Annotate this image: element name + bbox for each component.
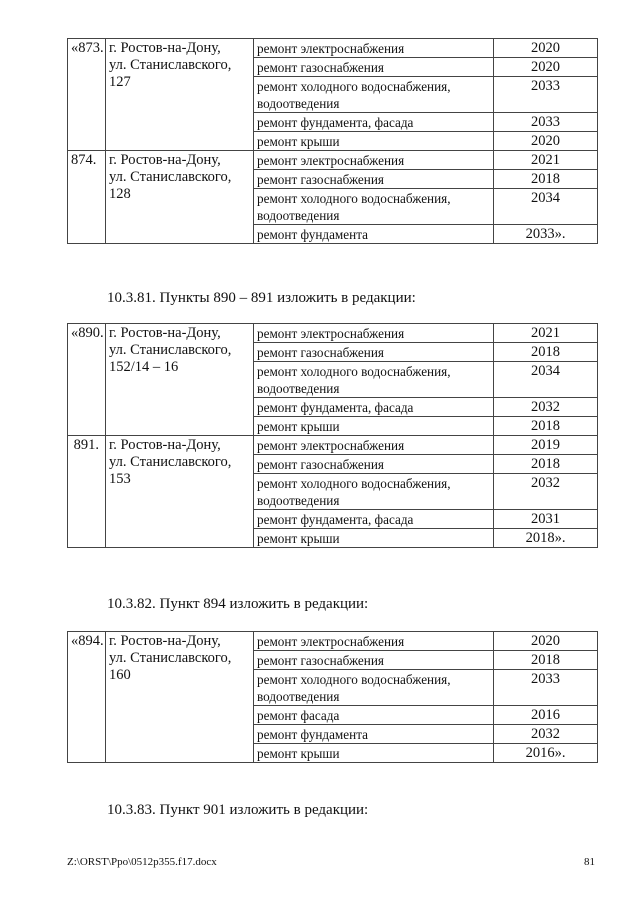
address-line: 160 [109,667,131,683]
work-type: ремонт газоснабжения [254,651,494,670]
work-year: 2020 [494,58,598,77]
work-year: 2018». [494,529,598,548]
work-type: ремонт холодного водоснабжения, водоотведения [254,474,494,510]
table-row [68,436,598,455]
work-year: 2020 [494,39,598,58]
entry-address [106,324,254,436]
paragraph-10-3-82: 10.3.82. Пункт 894 изложить в редакции: [107,596,369,612]
entry-address [106,151,254,244]
work-type: ремонт фасада [254,706,494,725]
work-year: 2033 [494,77,598,113]
work-type: ремонт газоснабжения [254,170,494,189]
amendment-table-2 [67,323,598,548]
work-type: ремонт газоснабжения [254,343,494,362]
work-type: ремонт электроснабжения [254,436,494,455]
work-year: 2032 [494,398,598,417]
address-line: 128 [109,186,131,202]
entry-number: «890. [68,324,106,436]
work-year: 2021 [494,151,598,170]
address-line: ул. Станиславского, [109,57,232,73]
work-year: 2018 [494,343,598,362]
amendment-table-3 [67,631,598,763]
footer-file-path: Z:\ORST\Ppo\0512p355.f17.docx [67,856,217,868]
work-year: 2019 [494,436,598,455]
work-year: 2033». [494,225,598,244]
work-year: 2033 [494,113,598,132]
work-type: ремонт электроснабжения [254,632,494,651]
work-type: ремонт холодного водоснабжения, водоотведения [254,189,494,225]
work-year: 2018 [494,417,598,436]
amendment-table-1 [67,38,598,244]
entry-number: 891. [68,436,106,548]
address-line: ул. Станиславского, [109,650,232,666]
work-type: ремонт крыши [254,417,494,436]
entry-number: 874. [68,151,106,244]
work-year: 2031 [494,510,598,529]
address-line: ул. Станиславского, [109,454,232,470]
entry-number: «873. [68,39,106,151]
work-year: 2032 [494,474,598,510]
work-type: ремонт фундамента, фасада [254,113,494,132]
work-year: 2020 [494,132,598,151]
work-year: 2032 [494,725,598,744]
work-type: ремонт электроснабжения [254,324,494,343]
work-year: 2033 [494,670,598,706]
table-row [68,632,598,651]
work-year: 2018 [494,170,598,189]
work-type: ремонт крыши [254,529,494,548]
entry-address [106,632,254,763]
work-year: 2016 [494,706,598,725]
address-line: ул. Станиславского, [109,342,232,358]
paragraph-10-3-83: 10.3.83. Пункт 901 изложить в редакции: [107,802,369,818]
paragraph-10-3-81: 10.3.81. Пункты 890 – 891 изложить в редакции: [107,290,416,306]
address-line: г. Ростов-на-Дону, [109,437,221,453]
work-type: ремонт фундамента [254,725,494,744]
entry-number: «894. [68,632,106,763]
work-type: ремонт газоснабжения [254,58,494,77]
address-line: г. Ростов-на-Дону, [109,40,221,56]
address-line: 152/14 – 16 [109,359,179,375]
work-type: ремонт фундамента, фасада [254,510,494,529]
work-type: ремонт электроснабжения [254,39,494,58]
entry-address [106,436,254,548]
work-type: ремонт крыши [254,132,494,151]
work-year: 2034 [494,189,598,225]
work-type: ремонт холодного водоснабжения, водоотведения [254,670,494,706]
work-year: 2034 [494,362,598,398]
address-line: г. Ростов-на-Дону, [109,633,221,649]
work-type: ремонт крыши [254,744,494,763]
address-line: ул. Станиславского, [109,169,232,185]
work-year: 2021 [494,324,598,343]
work-type: ремонт фундамента [254,225,494,244]
work-type: ремонт холодного водоснабжения, водоотведения [254,77,494,113]
table-row [68,39,598,58]
work-year: 2020 [494,632,598,651]
address-line: 127 [109,74,131,90]
work-year: 2016». [494,744,598,763]
work-type: ремонт газоснабжения [254,455,494,474]
address-line: г. Ростов-на-Дону, [109,152,221,168]
address-line: 153 [109,471,131,487]
table-row [68,151,598,170]
work-type: ремонт холодного водоснабжения, водоотведения [254,362,494,398]
work-year: 2018 [494,455,598,474]
work-type: ремонт электроснабжения [254,151,494,170]
work-type: ремонт фундамента, фасада [254,398,494,417]
address-line: г. Ростов-на-Дону, [109,325,221,341]
table-row [68,324,598,343]
work-year: 2018 [494,651,598,670]
footer-page-number: 81 [584,856,595,868]
entry-address [106,39,254,151]
